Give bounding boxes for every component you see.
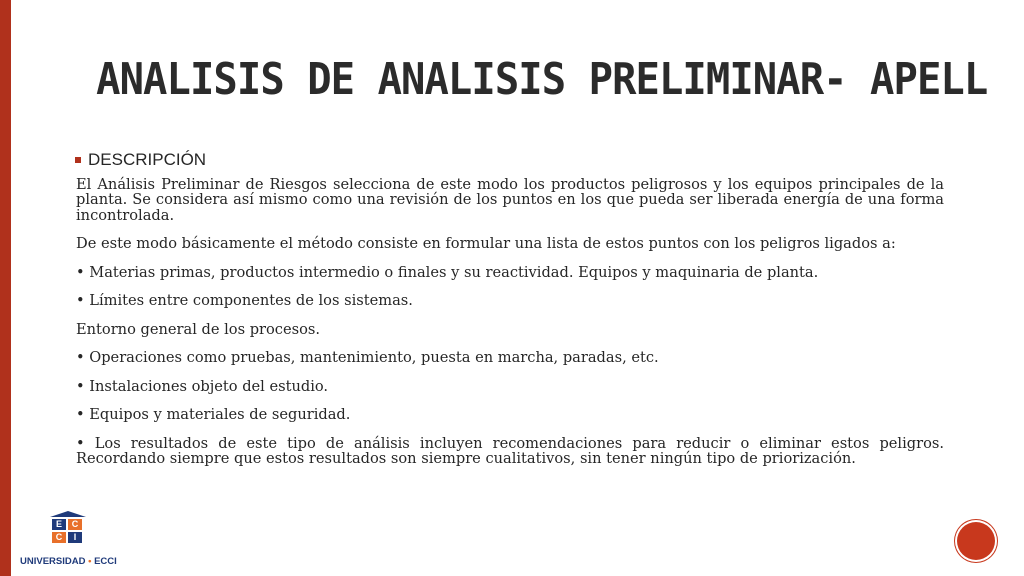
logo-block: E xyxy=(52,519,66,530)
list-item: • Los resultados de este tipo de análisis incluyen recomendaciones para reducir o eliminar estos peligros. Recordando siempre que estos resultados son siempre cualitativos, sin tener ningún tipo de priorización. xyxy=(76,434,944,467)
left-accent-bar xyxy=(0,0,11,576)
slide-title: ANALISIS DE ANALISIS PRELIMINAR- APELL xyxy=(96,54,988,105)
section-heading xyxy=(76,152,944,168)
logo-text-prefix: UNIVERSIDAD xyxy=(20,556,86,567)
list-item: • Materias primas, productos intermedio o finales y su reactividad. Equipos y maquinaria de planta. xyxy=(76,263,819,281)
section-heading-label: DESCRIPCIÓN xyxy=(88,150,207,169)
slide-number-circle-icon xyxy=(957,522,995,560)
logo-block: I xyxy=(68,532,82,543)
list-item: • Límites entre componentes de los sistemas. xyxy=(76,292,413,309)
logo-text xyxy=(20,556,117,567)
logo-blocks xyxy=(52,515,84,555)
slide-content xyxy=(76,152,944,480)
list-item: • Operaciones como pruebas, mantenimiento, puesta en marcha, paradas, etc. xyxy=(76,349,659,366)
list-item: Entorno general de los procesos. xyxy=(76,320,321,338)
logo-block: C xyxy=(52,532,66,543)
list-item: • Equipos y materiales de seguridad. xyxy=(76,406,351,423)
square-bullet-icon xyxy=(75,157,81,163)
paragraph: De este modo básicamente el método consiste en formular una lista de estos puntos con los peligros ligados a: xyxy=(76,235,896,252)
logo-dot: • xyxy=(85,556,95,567)
list-item: • Instalaciones objeto del estudio. xyxy=(76,377,329,395)
university-logo xyxy=(20,515,117,570)
paragraph: El Análisis Preliminar de Riesgos selecciona de este modo los productos peligrosos y los equipos principales de la planta. Se considera así mismo como una revisión de los puntos en los que pueda ser liberada energía de una forma incontrolada. xyxy=(76,175,944,224)
logo-text-suffix: ECCI xyxy=(94,556,117,567)
logo-block: C xyxy=(68,519,82,530)
